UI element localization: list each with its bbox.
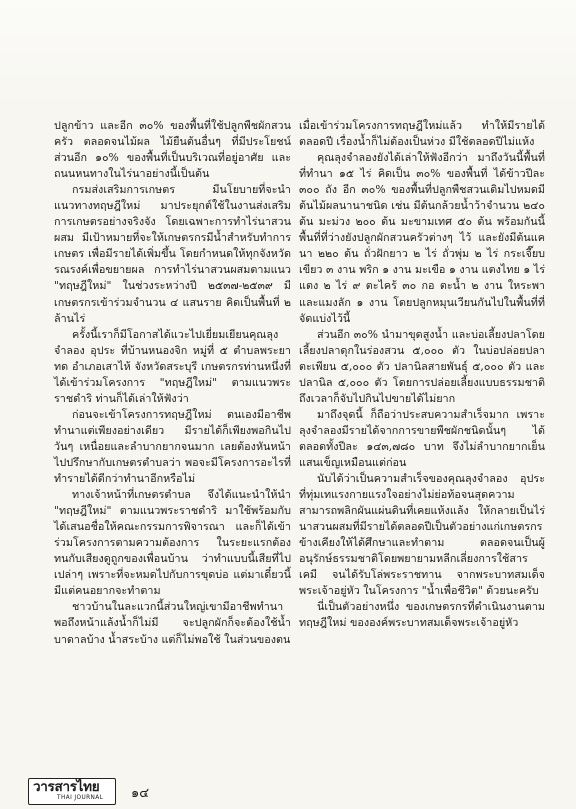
right-paragraph-5: นับได้ว่าเป็นความสำเร็จของคุณลุงจำลอง อุประ ที่ทุ่มเทแรงกายแรงใจอย่างไม่ย่อท้อจนสุดความสามารถพลิกผันแผ่นดินที่เคยแห้งแล้ง ให้กลายเป็นไร่นาสวนผสมที่มีรายได้ตลอดปีเป็นตัวอย่างแก่เกษตรกรข้างเคียงให้ได้ศึกษาและทำตาม ตลอดจนเป็นผู้อนุรักษ์ธรรมชาติโดยพยายามหลีกเลี่ยงการใช้สารเคมี จนได้รับโล่พระราชทาน จากพระบาทสมเด็จพระเจ้าอยู่หัว ในโครงการ "น้ำเพื่อชีวิต" ด้วยนะครับ [299, 472, 545, 598]
journal-logo-title: วารสารไทย [33, 779, 100, 795]
left-paragraph-2: กรมส่งเสริมการเกษตร มีนโยบายที่จะนำแนวทางทฤษฎีใหม่ มาประยุกต์ใช้ในงานส่งเสริมการเกษตรอย่างจริงจัง โดยเฉพาะการทำไร่นาสวนผสม มีเป้าหมายที่จะให้เกษตรกรมีน้ำสำหรับทำการเกษตร เพื่อมีรายได้เพิ่มขึ้น โดยกำหนดให้ทุกจังหวัดรณรงค์เพื่อขยายผล การทำไร่นาสวนผสมตามแนว "ทฤษฎีใหม่" ในช่วงระหว่างปี ๒๕๓๗-๒๕๓๙ มีเกษตรกรเข้าร่วมจำนวน ๔ แสนราย คิดเป็นพื้นที่ ๒ ล้านไร่ [54, 183, 291, 325]
left-paragraph-4: ก่อนจะเข้าโครงการทฤษฎีใหม่ ตนเองมีอาชีพทำนาแต่เพียงอย่างเดียว มีรายได้ก็เพียงพอกินไปวันๆ เหนื่อยและลำบากยากจนมาก เลยต้องหันหน้าไปปรึกษากับเกษตรตำบลว่า พอจะมีโครงการอะไรที่ทำรายได้ดีกว่าทำนาอีกหรือไม่ [54, 407, 291, 486]
top-blank-margin [0, 0, 576, 112]
journal-logo-subtitle: THAI JOURNAL [57, 795, 104, 801]
right-paragraph-1: เมื่อเข้าร่วมโครงการทฤษฎีใหม่แล้ว ทำให้มีรายได้ตลอดปี เรื่องน้ำก็ไม่ต้องเป็นห่วง มีใช้ตลอดปีไม่แห้ง [299, 119, 545, 149]
page-footer [28, 778, 548, 804]
journal-logo [28, 778, 116, 805]
left-paragraph-6: ชาวบ้านในละแวกนี้ส่วนใหญ่เขามีอาชีพทำนาพอถึงหน้าแล้งน้ำก็ไม่มี จะปลูกผักก็จะต้องใช้น้ำบาดาลบ้าง น้ำสระบ้าง แต่ก็ไม่พอใช้ ในส่วนของตน [54, 600, 291, 646]
right-paragraph-6: นี่เป็นตัวอย่างหนึ่ง ของเกษตรกรที่ดำเนินงานตามทฤษฎีใหม่ ขององค์พระบาทสมเด็จพระเจ้าอยู่หัว [299, 600, 545, 630]
left-paragraph-5: ทางเจ้าหน้าที่เกษตรตำบล จึงได้แนะนำให้นำ "ทฤษฎีใหม่" ตามแนวพระราชดำริ มาใช้พร้อมกับได้เสนอชื่อให้คณะกรรมการพิจารณา และก็ได้เข้าร่วมโครงการตามความต้องการ ในระยะแรกต้องทนกับเสียงดูถูกของเพื่อนบ้าน ว่าทำแบบนี้เสียที่ไปเปล่าๆ เพราะที่จะหมดไปกับการขุดบ่อ แต่มาเดี๋ยวนี้มีแต่คนอยากจะทำตาม [54, 488, 291, 598]
right-paragraph-3: ส่วนอีก ๓๐% นำมาขุดสูงน้ำ และบ่อเลี้ยงปลาโดยเลี้ยงปลาดุกในร่องสวน ๕,๐๐๐ ตัว ในบ่อปล่อยปลาตะเพียน ๕,๐๐๐ ตัว ปลานิลสายพันธุ์ ๕,๐๐๐ ตัว และปลานิล ๕,๐๐๐ ตัว โดยการปล่อยเลี้ยงแบบธรรมชาติถึงเวลาก็จับไปกินไปขายได้ไม่ยาก [299, 327, 545, 405]
left-text-column [54, 118, 291, 648]
left-paragraph-1: ปลูกข้าว และอีก ๓๐% ของพื้นที่ใช้ปลูกพืชผักสวนครัว ตลอดจนไม้ผล ไม้ยืนต้นอื่นๆ ที่มีประโยชน์ ส่วนอีก ๑๐% ของพื้นที่เป็นบริเวณที่อยู่อาศัย และถนนหนทางในไร่นาอย่างนี้เป็นต้น [54, 119, 291, 181]
right-paragraph-2: คุณลุงจำลองยังได้เล่าให้ฟังอีกว่า มาถึงวันนี้พื้นที่ที่ทำนา ๑๕ ไร่ คิดเป็น ๓๐% ของพื้นที่ ได้ข้าวปีละ ๓๐๐ ถัง อีก ๓๐% ของพื้นที่ปลูกพืชสวนเดิมไปหมดมีต้นไม้ผลนานาชนิด เช่น มีต้นกล้วยน้ำว้าจำนวน ๒๔๐ ต้น มะม่วง ๒๐๐ ต้น มะขามเทศ ๕๐ ต้น พร้อมกันนี้พื้นที่ที่ว่างยังปลูกผักสวนครัวต่างๆ ไว้ และยังมีต้นแคนา ๒๒๐ ต้น ถั่วฝักยาว ๒ ไร่ ถั่วพุ่ม ๒ ไร่ กระเจี๊ยบเขียว ๓ งาน พริก ๑ งาน มะเขือ ๑ งาน แตงไทย ๑ ไร่ แตง ๒ ไร่ ๙ ตะไคร้ ๓๐ กอ ตะน้ำ ๒ งาน ใหระพาและแมงลัก ๑ งาน โดยปลูกหมุนเวียนกันไปในพื้นที่ที่จัดแบ่งไว้นี้ [299, 151, 545, 325]
right-text-column [299, 118, 545, 632]
left-paragraph-3: ครั้งนี้เราก็มีโอกาสได้แวะไปเยี่ยมเยียนคุณลุงจำลอง อุประ ที่บ้านหนองจิก หมู่ที่ ๕ ตำบลพระยาทด อำเภอเสาไห้ จังหวัดสระบุรี เกษตรกรท่านหนึ่งที่ได้เข้าร่วมโครงการ "ทฤษฎีใหม่" ตามแนวพระราชดำริ ท่านก็ได้เล่าให้ฟังว่า [54, 327, 291, 405]
right-paragraph-4: มาถึงจุดนี้ ก็ถือว่าประสบความสำเร็จมาก เพราะลุงจำลองมีรายได้จากการขายพืชผักชนิดนั้นๆ ได้ตลอดทั้งปีละ ๑๔๓,๗๘๐ บาท จึงไม่ลำบากยากเย็นแสนเข็ญเหมือนแต่ก่อน [299, 407, 545, 469]
page-number: ๑๔ [131, 786, 150, 801]
